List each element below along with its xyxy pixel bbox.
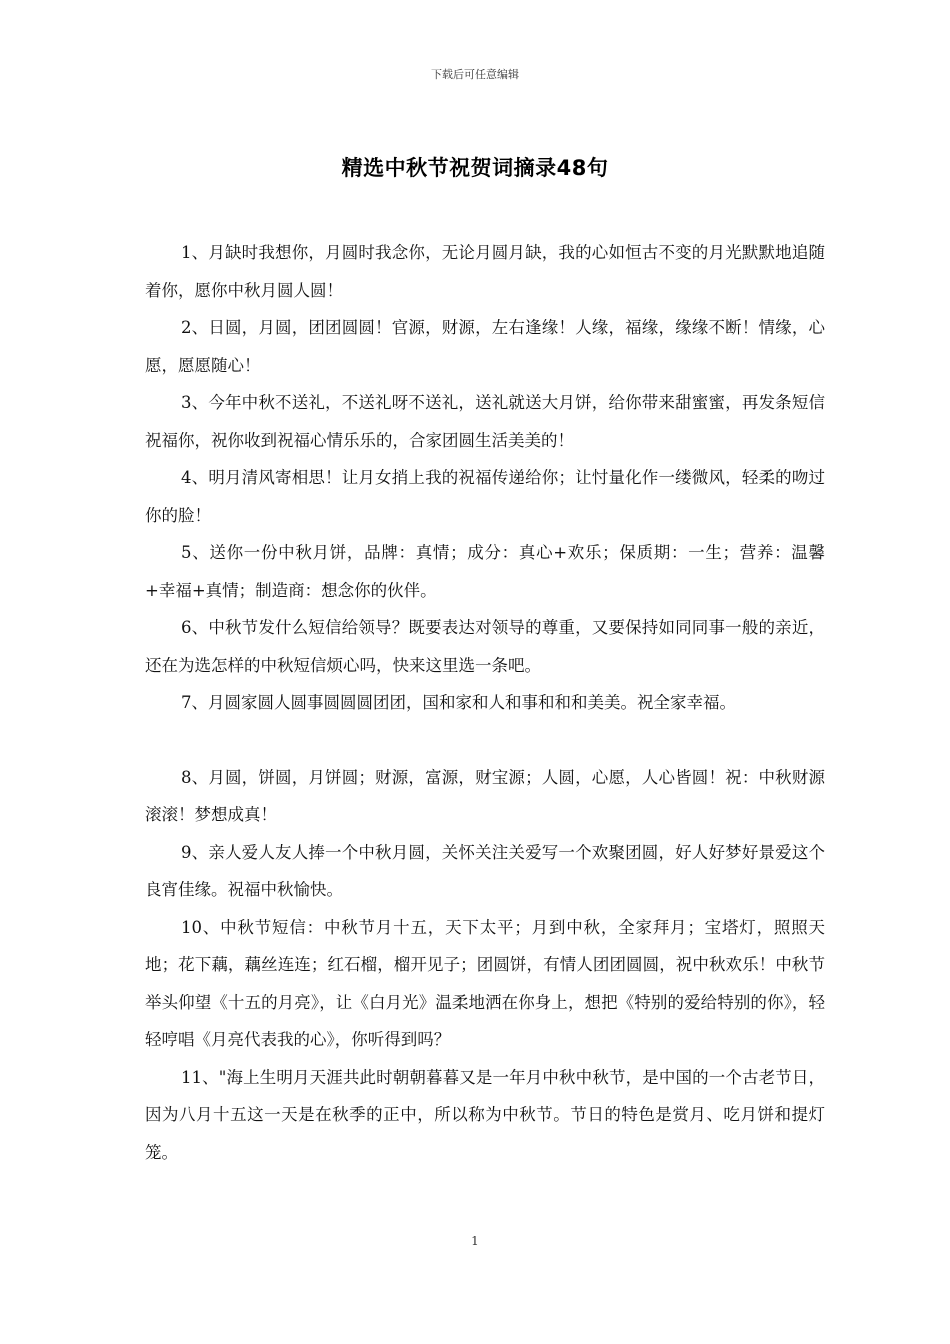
- paragraph-5: 5、送你一份中秋月饼，品牌：真情；成分：真心+欢乐；保质期：一生；营养：温馨+幸福+真情；制造商：想念你的伙伴。: [145, 543, 825, 600]
- page-number: 1: [471, 1234, 479, 1248]
- document-body: [145, 234, 825, 1171]
- paragraph-10: 10、中秋节短信：中秋节月十五，天下太平；月到中秋，全家拜月；宝塔灯，照照天地；花下藕，藕丝连连；红石榴，榴开见子；团圆饼，有情人团团圆圆，祝中秋欢乐！中秋节举头仰望《十五的月亮》，让《白月光》温柔地洒在你身上，想把《特别的爱给特别的你》，轻轻哼唱《月亮代表我的心》，你听得到吗？: [145, 917, 825, 1049]
- paragraph-1: 1、月缺时我想你，月圆时我念你，无论月圆月缺，我的心如恒古不变的月光默默地追随着你，愿你中秋月圆人圆！: [145, 243, 825, 300]
- paragraph-3: 3、今年中秋不送礼，不送礼呀不送礼，送礼就送大月饼，给你带来甜蜜蜜，再发条短信祝福你，祝你收到祝福心情乐乐的，合家团圆生活美美的！: [145, 393, 825, 450]
- paragraph-7: 7、月圆家圆人圆事圆圆圆团团，国和家和人和事和和和美美。祝全家幸福。: [181, 693, 736, 712]
- paragraph-11: 11、"海上生明月天涯共此时朝朝暮暮又是一年月中秋中秋节，是中国的一个古老节日，因为八月十五这一天是在秋季的正中，所以称为中秋节。节日的特色是赏月、吃月饼和提灯笼。: [145, 1067, 825, 1162]
- header-note: 下载后可任意编辑: [431, 68, 519, 81]
- paragraph-6: 6、中秋节发什么短信给领导？既要表达对领导的尊重，又要保持如同同事一般的亲近，还在为选怎样的中秋短信烦心吗，快来这里选一条吧。: [145, 618, 825, 675]
- document-title: 精选中秋节祝贺词摘录48句: [341, 156, 609, 180]
- paragraph-8: 8、月圆，饼圆，月饼圆；财源，富源，财宝源；人圆，心愿，人心皆圆！祝：中秋财源滚滚！梦想成真！: [145, 767, 825, 824]
- paragraph-2: 2、日圆，月圆，团团圆圆！官源，财源，左右逢缘！人缘，福缘，缘缘不断！情缘，心愿，愿愿随心！: [145, 318, 825, 375]
- paragraph-9: 9、亲人爱人友人捧一个中秋月圆，关怀关注关爱写一个欢聚团圆，好人好梦好景爱这个良宵佳缘。祝福中秋愉快。: [145, 842, 825, 899]
- paragraph-4: 4、明月清风寄相思！让月女捎上我的祝福传递给你；让忖量化作一缕微风，轻柔的吻过你的脸！: [145, 468, 825, 525]
